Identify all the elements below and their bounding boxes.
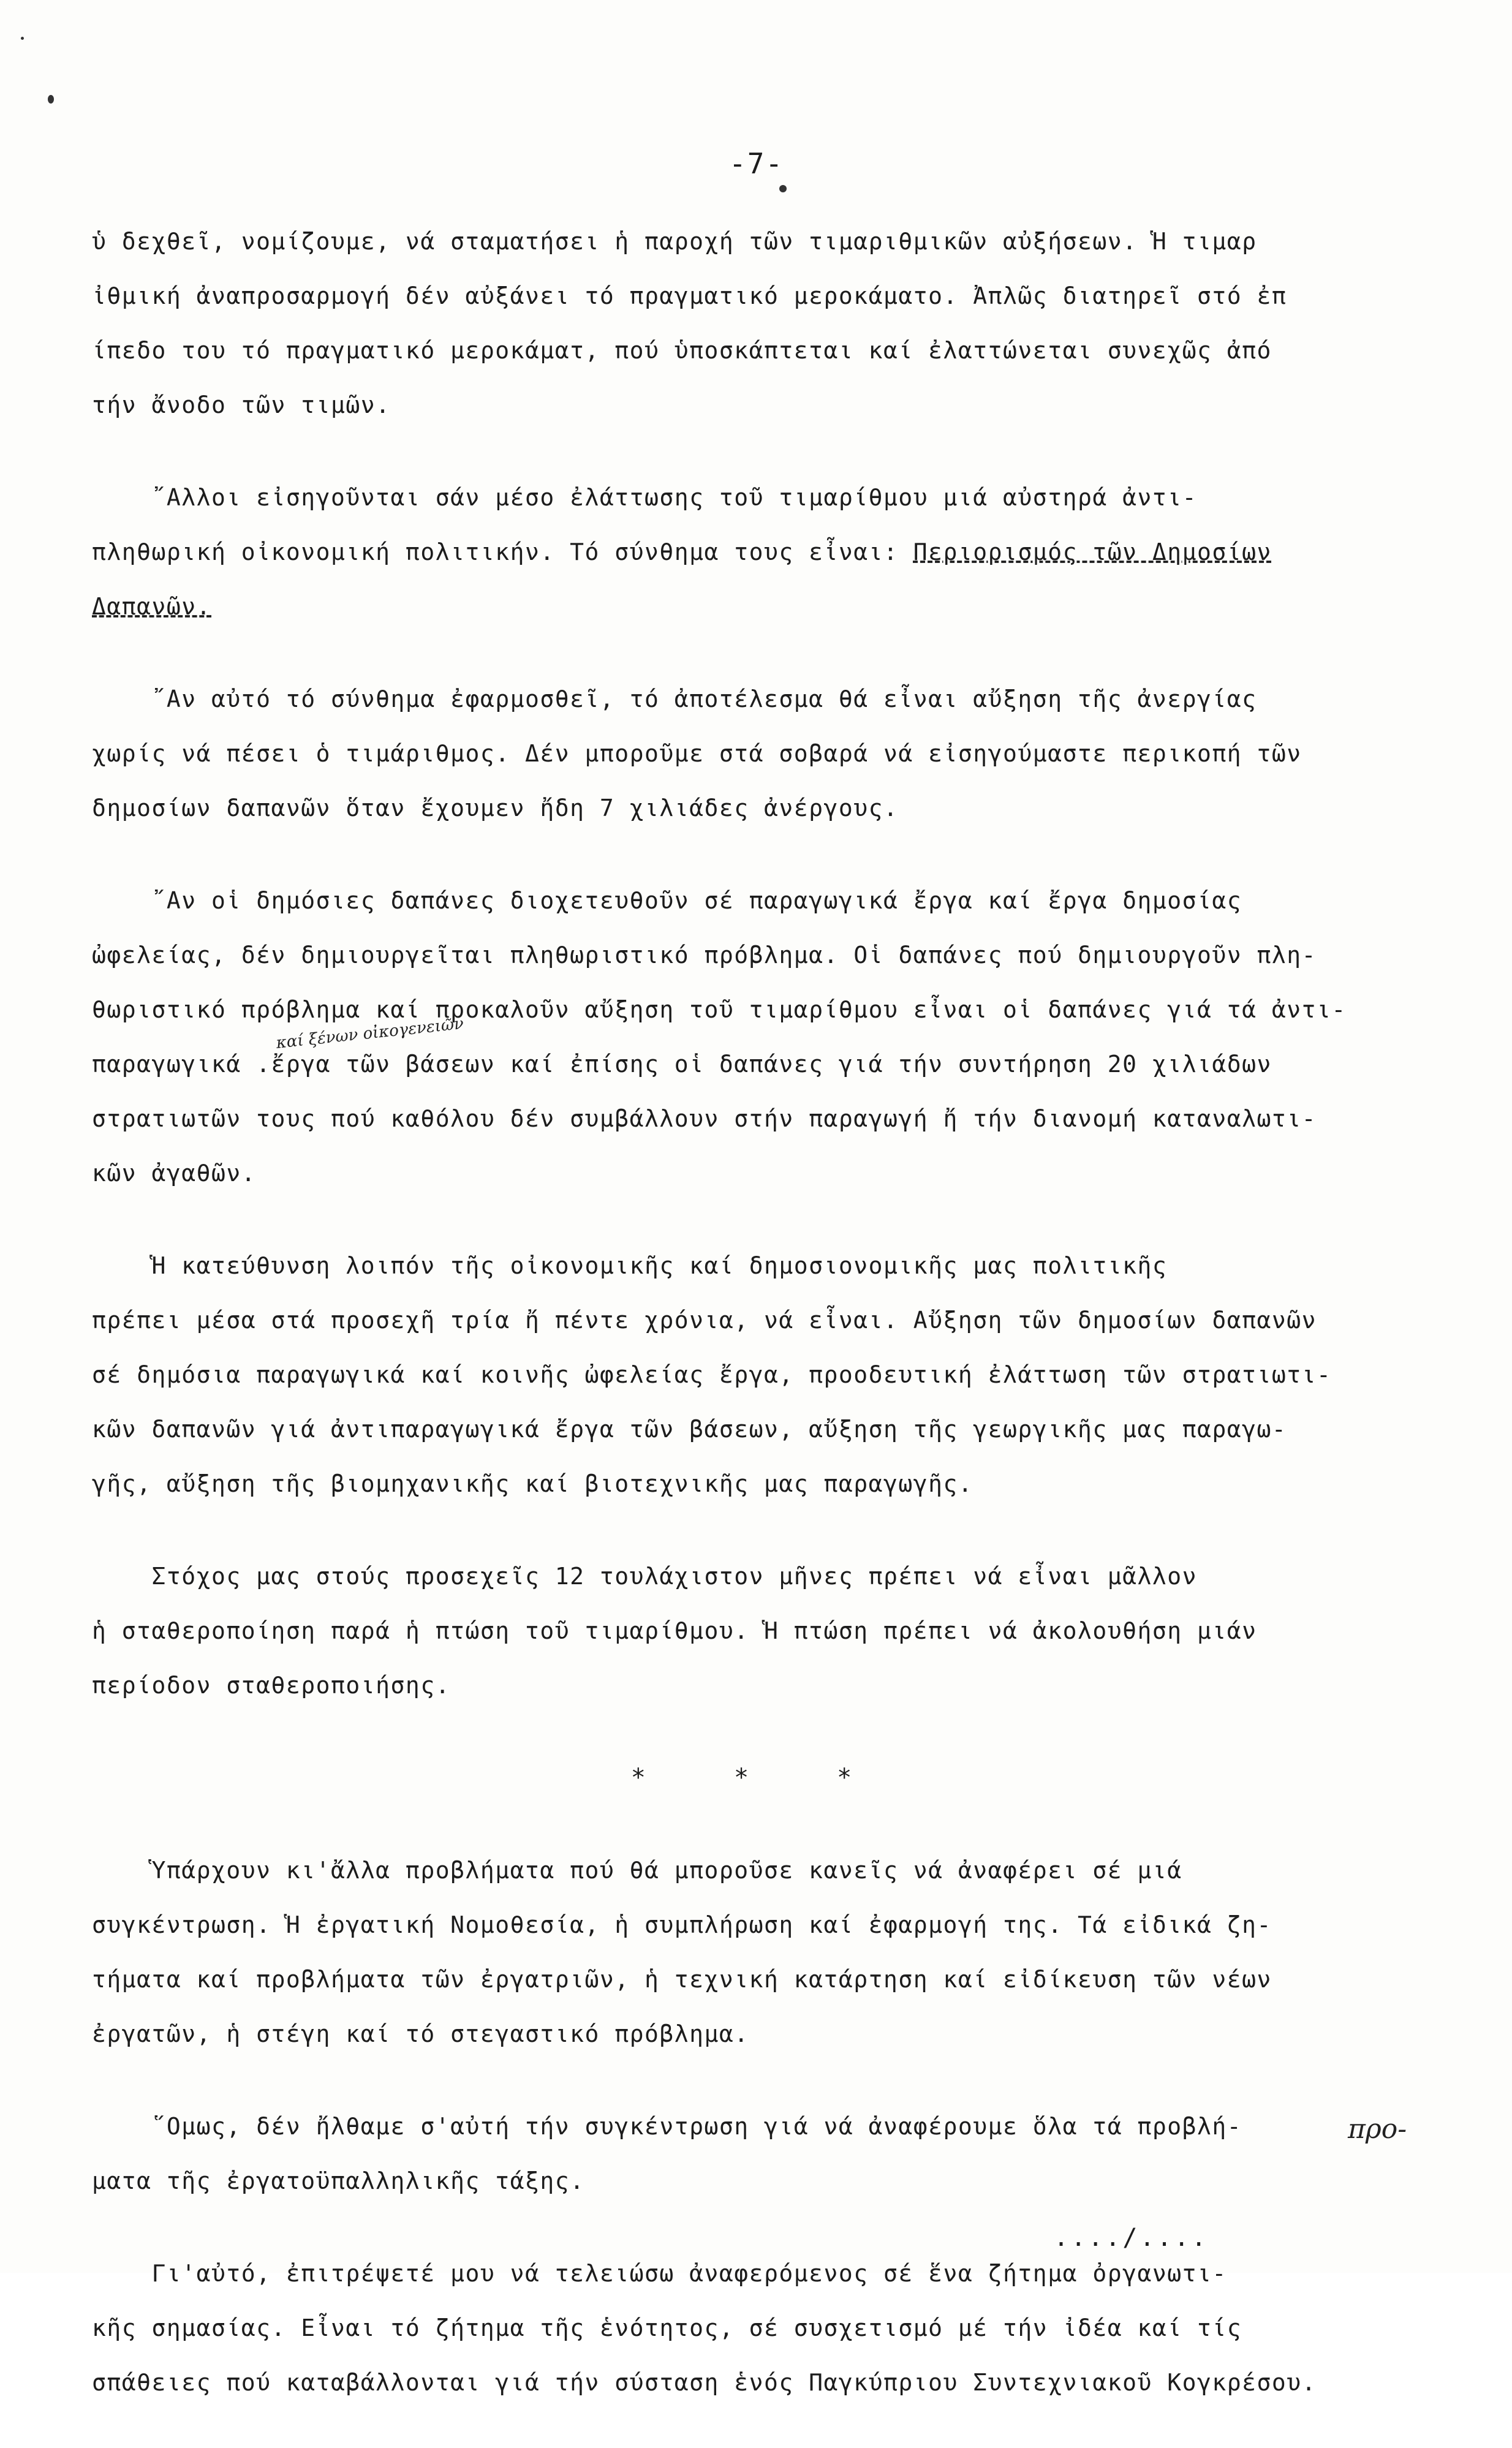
handwritten-insert: καί ξένων οἰκογενειῶν (275, 1014, 465, 1052)
ink-speck (48, 95, 54, 104)
underlined-slogan: Περιορισμός τῶν Δημοσίων (913, 538, 1272, 565)
text-line: Στόχος μας στούς προσεχεῖς 12 τουλάχιστον μῆνες πρέπει νά εἶναι μᾶλλον (92, 1563, 1197, 1590)
text-line: στρατιωτῶν τους πού καθόλου δέν συμβάλλουν στήν παραγωγή ἤ τήν διανομή καταναλωτι- (92, 1105, 1317, 1132)
text-line: κῶν δαπανῶν γιά ἀντιπαραγωγικά ἔργα τῶν βάσεων, αὔξηση τῆς γεωργικῆς μας παραγω- (92, 1416, 1287, 1443)
text-line: πρέπει μέσα στά προσεχῆ τρία ἤ πέντε χρόνια, νά εἶναι. Αὔξηση τῶν δημοσίων δαπανῶν (92, 1307, 1317, 1334)
text-line: δημοσίων δαπανῶν ὅταν ἔχουμεν ἤδη 7 χιλιάδες ἀνέργους. (92, 795, 899, 822)
text-line: ἡ σταθεροποίηση παρά ἡ πτώση τοῦ τιμαρίθμου. Ἡ πτώση πρέπει νά ἀκολουθήση μιάν (92, 1617, 1257, 1644)
text-line: ῞Ομως, δέν ἤλθαμε σ'αὐτή τήν συγκέντρωση γιά νά ἀναφέρουμε ὅλα τά προβλή- (92, 2113, 1242, 2140)
paragraph-6 (92, 1549, 1427, 1713)
text-line: χωρίς νά πέσει ὁ τιμάριθμος. Δέν μποροῦμε στά σοβαρά νά εἰσηγούμαστε περικοπή τῶν (92, 740, 1302, 767)
ink-speck (21, 37, 24, 40)
section-separator: * * * (630, 1764, 889, 1792)
paragraph-8 (92, 2099, 1427, 2208)
underlined-slogan-cont: Δαπανῶν. (92, 593, 212, 620)
text-line: ὑ δεχθεῖ, νομίζουμε, νά σταματήσει ἡ παροχή τῶν τιμαριθμικῶν αὐξήσεων. Ἡ τιμαρ (92, 228, 1257, 255)
text-line: παραγωγικά .ἔργα τῶν βάσεων καί ἐπίσης οἱ δαπάνες γιά τήν συντήρηση 20 χιλιάδων (92, 1051, 1272, 1078)
text-line: περίοδον σταθεροποιήσης. (92, 1672, 451, 1699)
text-line: κῶν ἀγαθῶν. (92, 1160, 257, 1187)
paragraph-5 (92, 1239, 1427, 1511)
text-line: ὠφελείας, δέν δημιουργεῖται πληθωριστικό πρόβλημα. Οἱ δαπάνες πού δημιουργοῦν πλη- (92, 942, 1317, 969)
document-body (92, 214, 1427, 2448)
text-line: Ἡ κατεύθυνση λοιπόν τῆς οἰκονομικῆς καί δημοσιονομικῆς μας πολιτικῆς (92, 1252, 1168, 1279)
ink-speck (779, 185, 787, 192)
paragraph-1 (92, 214, 1427, 433)
text-line: Ὑπάρχουν κι'ἄλλα προβλήματα πού θά μποροῦσε κανεῖς νά ἀναφέρει σέ μιά (92, 1857, 1182, 1884)
text-line: ματα τῆς ἐργατοϋπαλληλικῆς τάξης. (92, 2167, 585, 2194)
text-line: ῎Αν αὐτό τό σύνθημα ἐφαρμοσθεῖ, τό ἀποτέλεσμα θά εἶναι αὔξηση τῆς ἀνεργίας (92, 686, 1257, 712)
paragraph-9 (92, 2246, 1427, 2410)
text-line: ῎Αλλοι εἰσηγοῦνται σάν μέσο ἐλάττωσης τοῦ τιμαρίθμου μιά αὐστηρά ἀντι- (92, 484, 1197, 511)
page-number: -7- (729, 147, 784, 180)
text-line: συγκέντρωση. Ἡ ἐργατική Νομοθεσία, ἡ συμπλήρωση καί ἐφαρμογή της. Τά εἰδικά ζη- (92, 1911, 1272, 1938)
text-line (92, 525, 1427, 580)
text-line: κῆς σημασίας. Εἶναι τό ζήτημα τῆς ἑνότητος, σέ συσχετισμό μέ τήν ἰδέα καί τίς (92, 2314, 1242, 2341)
continuation-marker: ..../.... (1054, 2224, 1209, 2252)
text-line: γῆς, αὔξηση τῆς βιομηχανικῆς καί βιοτεχνικῆς μας παραγωγῆς. (92, 1470, 973, 1497)
text-line: τήν ἄνοδο τῶν τιμῶν. (92, 391, 391, 418)
text-line: ἐργατῶν, ἡ στέγη καί τό στεγαστικό πρόβλημα. (92, 2020, 749, 2047)
text-line: ῎Αν οἱ δημόσιες δαπάνες διοχετευθοῦν σέ παραγωγικά ἔργα καί ἔργα δημοσίας (92, 887, 1242, 914)
paragraph-7 (92, 1843, 1427, 2061)
text-line: σέ δημόσια παραγωγικά καί κοινῆς ὠφελείας ἔργα, προοδευτική ἐλάττωση τῶν στρατιωτι- (92, 1361, 1332, 1388)
paragraph-2 (92, 470, 1427, 634)
paragraph-3 (92, 672, 1427, 836)
text-line: σπάθειες πού καταβάλλονται γιά τήν σύσταση ἑνός Παγκύπριου Συντεχνιακοῦ Κογκρέσου. (92, 2369, 1317, 2396)
handwritten-margin-note: προ- (1348, 2114, 1407, 2145)
text-line: ίπεδο του τό πραγματικό μεροκάματ, πού ὑποσκάπτεται καί ἐλαττώνεται συνεχῶς ἀπό (92, 337, 1272, 364)
text-line: τήματα καί προβλήματα τῶν ἐργατριῶν, ἡ τεχνική κατάρτηση καί εἰδίκευση τῶν νέων (92, 1966, 1272, 1993)
text-line: θωριστικό πρόβλημα καί προκαλοῦν αὔξηση τοῦ τιμαρίθμου εἶναι οἱ δαπάνες γιά τά ἀντι- (92, 996, 1347, 1023)
text-line: Γι'αὐτό, ἐπιτρέψετέ μου νά τελειώσω ἀναφερόμενος σέ ἕνα ζήτημα ὀργανωτι- (92, 2260, 1227, 2287)
text-line-start: πληθωρική οἰκονομική πολιτικήν. Τό σύνθημα τους εἶναι: (92, 538, 913, 565)
text-line: ἰθμική ἀναπροσαρμογή δέν αὐξάνει τό πραγματικό μεροκάματο. Ἀπλῶς διατηρεῖ στό ἐπ (92, 282, 1287, 309)
